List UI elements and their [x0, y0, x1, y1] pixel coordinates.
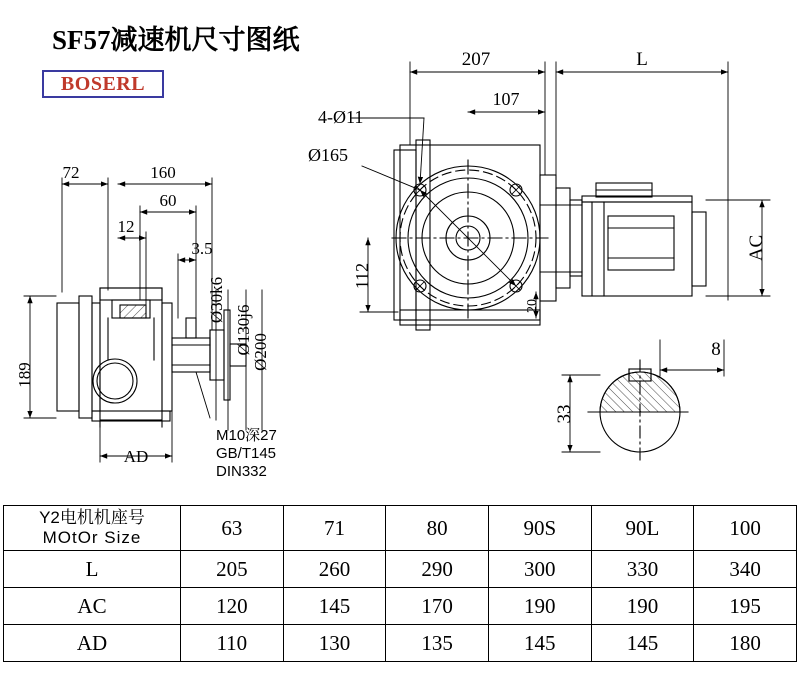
table-row-label-L: L [4, 551, 181, 588]
dim-72: 72 [62, 163, 80, 182]
shaft-end-view [588, 360, 692, 464]
table-col-4: 90L [591, 506, 694, 551]
table-row-header-motor-size [4, 506, 181, 551]
dim-112: 112 [352, 262, 372, 290]
table-cell: 180 [694, 625, 797, 662]
table-row [4, 551, 797, 588]
dim-AD-left: AD [123, 447, 149, 466]
table-row-label-AC: AC [4, 588, 181, 625]
note-din-standard: DIN332 [216, 463, 267, 480]
table-cell: 330 [591, 551, 694, 588]
note-gb-standard: GB/T145 [216, 445, 277, 462]
dim-33: 33 [554, 404, 575, 424]
table-cell: 290 [386, 551, 489, 588]
motor-size-table [3, 505, 797, 662]
table-row [4, 625, 797, 662]
table-col-5: 100 [694, 506, 797, 551]
dim-207: 207 [461, 49, 491, 70]
table-cell: 145 [488, 625, 591, 662]
brand-logo-text: BOSERL [60, 72, 146, 95]
dim-20: 20 [525, 299, 540, 313]
table-cell: 110 [181, 625, 284, 662]
table-col-3: 90S [488, 506, 591, 551]
table-header-row [4, 506, 797, 551]
main-view [392, 140, 706, 330]
table-cell: 170 [386, 588, 489, 625]
table-cell: 130 [283, 625, 386, 662]
table-cell: 260 [283, 551, 386, 588]
table-header-en: MOtOr Size [42, 528, 142, 547]
note-thread-depth: M10深27 [216, 427, 277, 444]
table-cell: 300 [488, 551, 591, 588]
table-col-0: 63 [181, 506, 284, 551]
dim-8: 8 [711, 339, 721, 360]
dim-12: 12 [117, 217, 135, 236]
dim-30k6: Ø30k6 [207, 276, 226, 324]
dim-4xD11: 4-Ø11 [318, 107, 364, 127]
table-cell: 205 [181, 551, 284, 588]
table-header-cjk: Y2电机机座号 [39, 508, 145, 527]
dim-130j6: Ø130j6 [234, 304, 253, 356]
table-cell: 195 [694, 588, 797, 625]
table-cell: 340 [694, 551, 797, 588]
dim-107: 107 [492, 89, 520, 109]
dim-160: 160 [150, 163, 176, 182]
dim-3-5: 3.5 [191, 239, 213, 258]
table-cell: 145 [283, 588, 386, 625]
dim-AC-main: AC [746, 234, 767, 262]
table-row-label-AD: AD [4, 625, 181, 662]
dim-200: Ø200 [251, 333, 270, 371]
dim-D165: Ø165 [308, 145, 348, 165]
table-row [4, 588, 797, 625]
dim-189: 189 [15, 362, 34, 388]
page-title: SF57减速机尺寸图纸 [52, 25, 300, 55]
left-view-dimensions [24, 178, 262, 462]
table-cell: 135 [386, 625, 489, 662]
table-cell: 190 [591, 588, 694, 625]
table-col-2: 80 [386, 506, 489, 551]
table-cell: 120 [181, 588, 284, 625]
table-col-1: 71 [283, 506, 386, 551]
dim-L: L [636, 49, 648, 70]
dim-60: 60 [159, 191, 177, 210]
table-cell: 145 [591, 625, 694, 662]
table-cell: 190 [488, 588, 591, 625]
